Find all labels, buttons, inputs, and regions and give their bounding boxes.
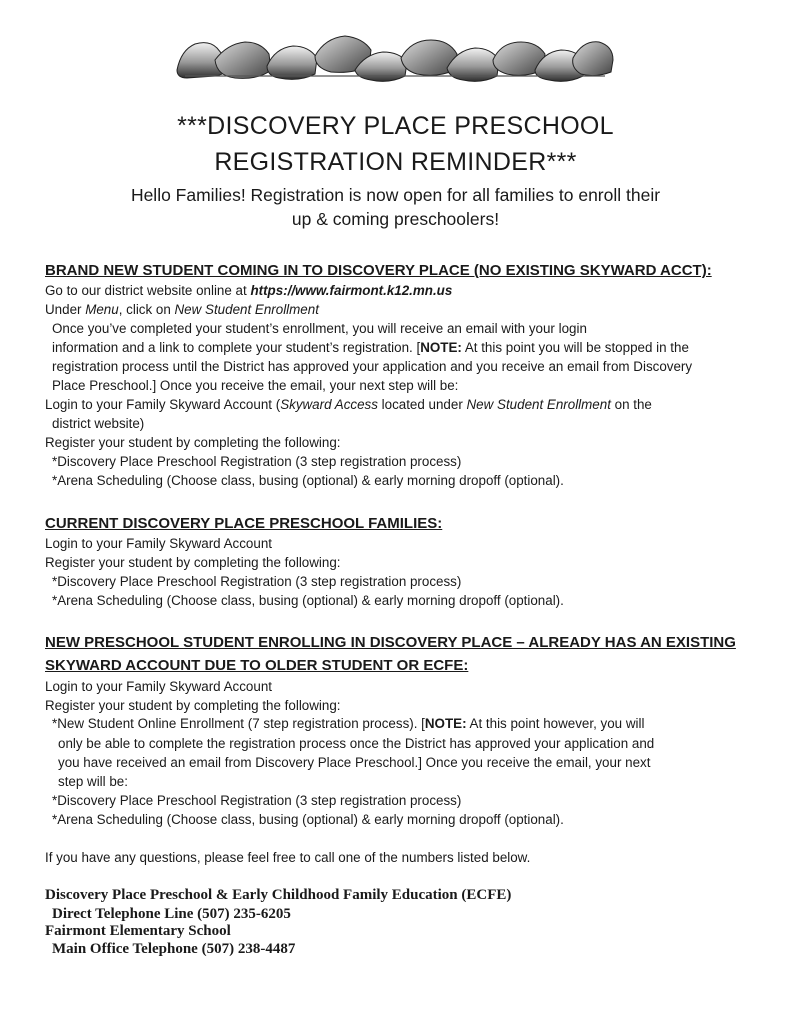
contact-phone-elementary: Main Office Telephone (507) 238-4487 [52, 941, 296, 957]
instruction-text: At this point however, you will [466, 716, 645, 731]
instruction-text: on the [610, 397, 652, 412]
instruction-text: district website) [52, 416, 145, 431]
district-website-link[interactable]: https://www.fairmont.k12.mn.us [250, 283, 453, 298]
decorative-banner-image [175, 30, 615, 86]
instruction-text: , click on [118, 302, 175, 317]
instruction-text: Once you’ve completed your student’s enrollment, you will receive an email with your login [52, 321, 587, 336]
website-instruction [45, 281, 452, 300]
section-heading-existing-account-cont: SKYWARD ACCOUNT DUE TO OLDER STUDENT OR ECFE: [45, 657, 469, 674]
instruction-text [52, 338, 689, 357]
contact-org-ecfe: Discovery Place Preschool & Early Childhood Family Education (ECFE) [45, 887, 512, 903]
list-item: *Arena Scheduling (Choose class, busing (optional) & early morning dropoff (optional). [52, 473, 564, 488]
instruction-text: *New Student Online Enrollment (7 step registration process). [ [52, 716, 425, 731]
skyward-access-label: Skyward Access [280, 397, 378, 412]
note-label: NOTE: [420, 340, 462, 355]
instruction-text: Login to your Family Skyward Account [45, 536, 272, 551]
section-heading-current-families: CURRENT DISCOVERY PLACE PRESCHOOL FAMILIES: [45, 515, 443, 532]
section-heading-existing-account: NEW PRESCHOOL STUDENT ENROLLING IN DISCOVERY PLACE – ALREADY HAS AN EXISTING [45, 634, 736, 651]
page-title-line-1: ***DISCOVERY PLACE PRESCHOOL [177, 112, 614, 140]
instruction-text: Login to your Family Skyward Account [45, 679, 272, 694]
page-title-line-2: REGISTRATION REMINDER*** [214, 148, 577, 176]
instruction-text: information and a link to complete your student’s registration. [ [52, 340, 421, 355]
contact-phone-ecfe: Direct Telephone Line (507) 235-6205 [52, 906, 291, 922]
list-item: *Arena Scheduling (Choose class, busing (optional) & early morning dropoff (optional). [52, 593, 564, 608]
section-heading-new-student: BRAND NEW STUDENT COMING IN TO DISCOVERY PLACE (NO EXISTING SKYWARD ACCT): [45, 262, 712, 279]
intro-line-1: Hello Families! Registration is now open for all families to enroll their [130, 185, 661, 205]
menu-label: Menu [85, 302, 119, 317]
instruction-text: only be able to complete the registration process once the District has approved your application and [58, 736, 655, 751]
instruction-text: Place Preschool.] Once you receive the email, your next step will be: [52, 378, 459, 393]
instruction-text: registration process until the District has approved your application and you receive an email from Discovery [52, 359, 693, 374]
list-item [52, 714, 644, 733]
instruction-text: Register your student by completing the following: [45, 435, 341, 450]
list-item: *Arena Scheduling (Choose class, busing (optional) & early morning dropoff (optional). [52, 812, 564, 827]
list-item: *Discovery Place Preschool Registration (3 step registration process) [52, 574, 462, 589]
instruction-text: Under [45, 302, 86, 317]
instruction-text: Register your student by completing the following: [45, 555, 341, 570]
new-student-enrollment-label: New Student Enrollment [466, 397, 611, 412]
closing-text: If you have any questions, please feel free to call one of the numbers listed below. [45, 850, 531, 865]
list-item: *Discovery Place Preschool Registration (3 step registration process) [52, 454, 462, 469]
new-student-enrollment-label: New Student Enrollment [174, 302, 319, 317]
login-instruction [45, 395, 652, 414]
instruction-text: you have received an email from Discovery Place Preschool.] Once you receive the email, your next [58, 755, 651, 770]
instruction-text: At this point you will be stopped in the [461, 340, 689, 355]
note-label: NOTE: [424, 716, 467, 731]
intro-line-2: up & coming preschoolers! [291, 209, 500, 229]
menu-instruction [45, 300, 319, 319]
contact-org-elementary: Fairmont Elementary School [45, 923, 231, 939]
instruction-text: Login to your Family Skyward Account ( [45, 397, 281, 412]
list-item: *Discovery Place Preschool Registration (3 step registration process) [52, 793, 462, 808]
instruction-text: Go to our district website online at [45, 283, 251, 298]
instruction-text: located under [377, 397, 467, 412]
instruction-text: step will be: [58, 774, 128, 789]
instruction-text: Register your student by completing the following: [45, 698, 341, 713]
